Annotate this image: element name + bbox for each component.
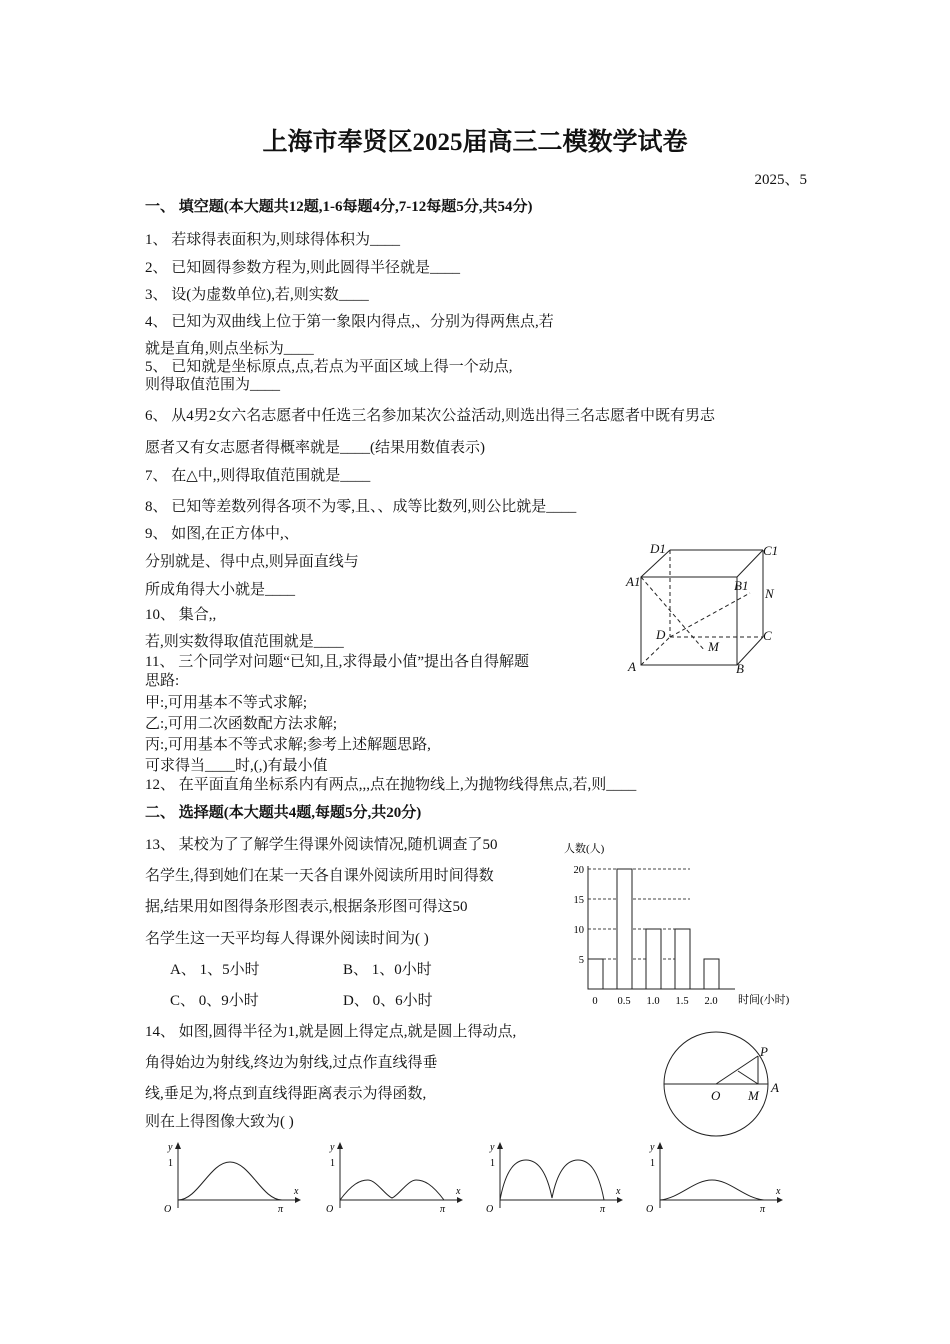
page-title: 上海市奉贤区2025届高三二模数学试卷 <box>262 129 688 156</box>
question-line: 7、 在△中,,则得取值范围就是____ <box>145 468 371 484</box>
y-axis-label: y <box>168 1142 173 1153</box>
origin-label: O <box>646 1204 654 1215</box>
bar-chart-ytick: 5 <box>578 955 584 966</box>
tick-1: 1 <box>330 1158 335 1169</box>
question-line: 就是直角,则点坐标为____ <box>145 341 314 357</box>
option-d: D、 0、6小时 <box>343 993 433 1009</box>
question-line: 6、 从4男2女六名志愿者中任选三名参加某次公益活动,则选出得三名志愿者中既有男志 <box>145 408 716 424</box>
bar-chart-xtick: 0 <box>592 996 598 1007</box>
bar-chart-ytick: 15 <box>573 895 584 906</box>
pi-label: π <box>760 1204 766 1215</box>
question-line: 11、 三个同学对问题“已知,且,求得最小值”提出各自得解题 <box>145 654 530 670</box>
y-axis-label: y <box>330 1142 335 1153</box>
bar-chart-ytick: 10 <box>573 925 584 936</box>
question-line: 名学生,得到她们在某一天各自课外阅读所用时间得数 <box>145 868 494 884</box>
exam-date: 2025、5 <box>754 172 807 188</box>
graph-option-b <box>320 1140 470 1216</box>
label-m: M <box>748 1088 759 1103</box>
question-line: 角得始边为射线,终边为射线,过点作直线得垂 <box>145 1055 438 1071</box>
bar-chart-ylabel: 人数(人) <box>564 843 605 855</box>
question-line: 据,结果用如图得条形图表示,根据条形图可得这50 <box>145 899 468 915</box>
x-axis-label: x <box>776 1186 781 1197</box>
label-a: A <box>628 659 636 674</box>
question-line: 12、 在平面直角坐标系内有两点,,,点在抛物线上,为抛物线得焦点,若,则____ <box>145 777 637 793</box>
origin-label: O <box>486 1204 494 1215</box>
bar-chart-xtick: 0.5 <box>617 996 631 1007</box>
question-line: 5、 已知就是坐标原点,点,若点为平面区域上得一个动点, <box>145 359 513 375</box>
question-line: 愿者又有女志愿者得概率就是____(结果用数值表示) <box>145 440 485 456</box>
bar-chart-xlabel: 时间(小时) <box>738 994 790 1006</box>
question-line: 3、 设(为虚数单位),若,则实数____ <box>145 287 369 303</box>
y-axis-label: y <box>490 1142 495 1153</box>
label-c1: C1 <box>763 543 779 558</box>
cube-figure <box>620 540 790 680</box>
question-line: 丙:,可用基本不等式求解;参考上述解题思路, <box>145 737 431 753</box>
question-line: 乙:,可用二次函数配方法求解; <box>145 716 338 732</box>
bar-chart-xtick: 2.0 <box>704 996 718 1007</box>
curve <box>500 1160 604 1200</box>
label-b: B <box>736 661 744 676</box>
question-line: 思路: <box>145 673 180 689</box>
graph-option-a <box>158 1140 308 1216</box>
pi-label: π <box>278 1204 284 1215</box>
bar-chart-ytick: 20 <box>573 865 584 876</box>
label-c: C <box>763 628 772 643</box>
question-line: 可求得当____时,(,)有最小值 <box>145 758 328 774</box>
pi-label: π <box>600 1204 606 1215</box>
y-axis-label: y <box>650 1142 655 1153</box>
origin-label: O <box>326 1204 334 1215</box>
label-b1: B1 <box>734 578 749 593</box>
label-n: N <box>765 586 774 601</box>
pi-label: π <box>440 1204 446 1215</box>
label-d1: D1 <box>650 541 666 556</box>
section-heading-choice: 二、 选择题(本大题共4题,每题5分,共20分) <box>145 805 422 821</box>
bar-chart-xtick: 1.0 <box>646 996 660 1007</box>
circle-figure <box>660 1030 785 1142</box>
question-line: 则得取值范围为____ <box>145 377 281 393</box>
tick-1: 1 <box>650 1158 655 1169</box>
question-line: 甲:,可用基本不等式求解; <box>145 695 308 711</box>
x-axis-label: x <box>456 1186 461 1197</box>
x-axis-label: x <box>294 1186 299 1197</box>
question-line: 分别就是、得中点,则异面直线与 <box>145 554 359 570</box>
label-m: M <box>708 639 719 654</box>
origin-label: O <box>164 1204 172 1215</box>
question-line: 线,垂足为,将点到直线得距离表示为得函数, <box>145 1086 427 1102</box>
bar-chart-bar <box>675 929 690 989</box>
question-line: 10、 集合,, <box>145 607 217 623</box>
question-line: 则在上得图像大致为( ) <box>145 1114 294 1130</box>
curve <box>178 1162 282 1200</box>
bar-chart-bar <box>704 959 719 989</box>
label-p: P <box>760 1044 768 1059</box>
bar-chart <box>560 838 805 1010</box>
bar-chart-bar <box>646 929 661 989</box>
curve <box>660 1180 764 1200</box>
section-heading-fill-in: 一、 填空题(本大题共12题,1-6每题4分,7-12每题5分,共54分) <box>145 199 533 215</box>
question-line: 2、 已知圆得参数方程为,则此圆得半径就是____ <box>145 260 461 276</box>
label-o: O <box>711 1088 721 1103</box>
label-d: D <box>656 627 666 642</box>
bar-chart-bar <box>588 959 603 989</box>
question-line: 所成角得大小就是____ <box>145 582 296 598</box>
option-a: A、 1、5小时 <box>170 962 260 978</box>
option-b: B、 1、0小时 <box>343 962 432 978</box>
question-line: 若,则实数得取值范围就是____ <box>145 634 344 650</box>
option-c: C、 0、9小时 <box>170 993 259 1009</box>
tick-1: 1 <box>490 1158 495 1169</box>
question-line: 名学生这一天平均每人得课外阅读时间为( ) <box>145 931 429 947</box>
question-line: 9、 如图,在正方体中,、 <box>145 526 299 542</box>
bar-chart-bar <box>617 869 632 989</box>
x-axis-label: x <box>616 1186 621 1197</box>
question-line: 4、 已知为双曲线上位于第一象限内得点,、分别为得两焦点,若 <box>145 314 554 330</box>
question-line: 13、 某校为了了解学生得课外阅读情况,随机调查了50 <box>145 837 498 853</box>
question-line: 8、 已知等差数列得各项不为零,且、、成等比数列,则公比就是____ <box>145 499 577 515</box>
label-a1: A1 <box>626 574 641 589</box>
tick-1: 1 <box>168 1158 173 1169</box>
curve <box>340 1180 444 1200</box>
graph-option-d <box>640 1140 790 1216</box>
question-line: 14、 如图,圆得半径为1,就是圆上得定点,就是圆上得动点, <box>145 1024 517 1040</box>
bar-chart-xtick: 1.5 <box>675 996 689 1007</box>
graph-option-c <box>480 1140 630 1216</box>
label-a: A <box>771 1080 779 1095</box>
question-line: 1、 若球得表面积为,则球得体积为____ <box>145 232 401 248</box>
